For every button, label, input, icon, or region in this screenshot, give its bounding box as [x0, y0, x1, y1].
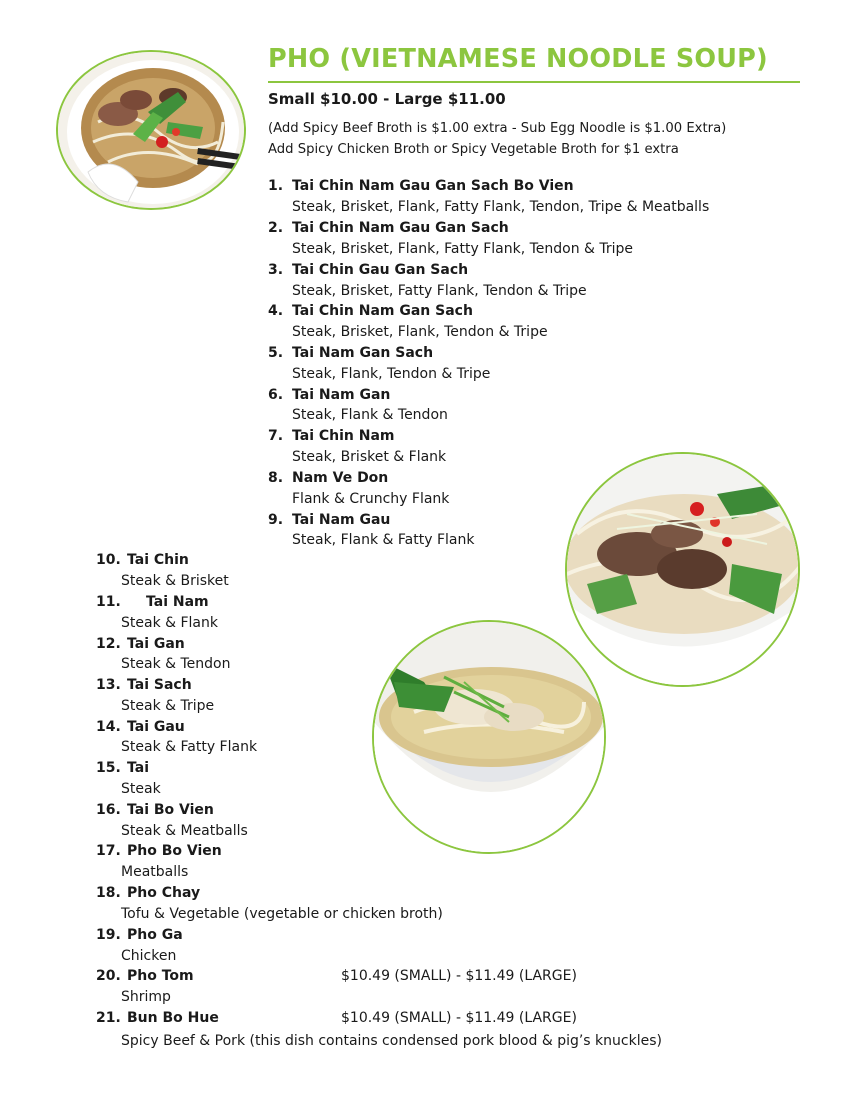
menu-item-name: 20. Pho Tom	[96, 968, 194, 984]
menu-item-desc: Steak	[121, 781, 161, 797]
menu-item-name: 7. Tai Chin Nam	[268, 428, 395, 444]
menu-item-name: 17. Pho Bo Vien	[96, 843, 222, 859]
menu-item-price: $10.49 (SMALL) - $11.49 (LARGE)	[341, 1010, 577, 1026]
chicken-pho-illustration	[374, 622, 606, 854]
menu-item-name: 5. Tai Nam Gan Sach	[268, 345, 434, 361]
menu-item-desc: Steak, Brisket, Flank, Fatty Flank, Tendon, Tripe & Meatballs	[292, 199, 710, 215]
beef-pho-photo	[565, 452, 800, 687]
menu-item-desc: Shrimp	[121, 989, 171, 1005]
chicken-pho-photo	[372, 620, 606, 854]
menu-item-name: 15. Tai	[96, 760, 149, 776]
menu-item-desc: Meatballs	[121, 864, 189, 880]
menu-item-desc: Steak, Brisket, Fatty Flank, Tendon & Tripe	[292, 283, 587, 299]
beef-pho-illustration	[567, 454, 800, 687]
menu-item-name: 10. Tai Chin	[96, 552, 189, 568]
menu-item-desc: Flank & Crunchy Flank	[292, 491, 450, 507]
menu-item-name: 12. Tai Gan	[96, 636, 185, 652]
menu-item-desc: Steak & Meatballs	[121, 823, 248, 839]
menu-item-name: 1. Tai Chin Nam Gau Gan Sach Bo Vien	[268, 178, 574, 194]
base-price: Small $10.00 - Large $11.00	[268, 90, 506, 108]
menu-item-desc: Steak, Brisket & Flank	[292, 449, 447, 465]
note-line-1: (Add Spicy Beef Broth is $1.00 extra - Sub Egg Noodle is $1.00 Extra)	[268, 121, 727, 136]
menu-item-desc: Steak, Brisket, Flank, Fatty Flank, Tendon & Tripe	[292, 241, 634, 257]
menu-item-name: 14. Tai Gau	[96, 719, 185, 735]
menu-item-name: 6. Tai Nam Gan	[268, 387, 391, 403]
note-line-2: Add Spicy Chicken Broth or Spicy Vegetable Broth for $1 extra	[268, 142, 679, 157]
menu-item-desc: Spicy Beef & Pork (this dish contains condensed pork blood & pig’s knuckles)	[121, 1033, 662, 1049]
menu-item-name: 21. Bun Bo Hue	[96, 1010, 219, 1026]
menu-item-name: 2. Tai Chin Nam Gau Gan Sach	[268, 220, 509, 236]
menu-item-desc: Steak, Flank, Tendon & Tripe	[292, 366, 491, 382]
menu-item-price: $10.49 (SMALL) - $11.49 (LARGE)	[341, 968, 577, 984]
menu-item-desc: Tofu & Vegetable (vegetable or chicken broth)	[121, 906, 443, 922]
menu-item-name: 13. Tai Sach	[96, 677, 192, 693]
title-divider	[268, 81, 800, 83]
menu-item-desc: Steak & Brisket	[121, 573, 229, 589]
page-title: PHO (VIETNAMESE NOODLE SOUP)	[268, 44, 768, 74]
menu-item-name: 9. Tai Nam Gau	[268, 512, 391, 528]
menu-item-name: 4. Tai Chin Nam Gan Sach	[268, 303, 473, 319]
menu-item-desc: Steak, Brisket, Flank, Tendon & Tripe	[292, 324, 548, 340]
menu-item-desc: Steak & Tripe	[121, 698, 215, 714]
menu-item-name: 19. Pho Ga	[96, 927, 183, 943]
menu-item-desc: Steak, Flank & Tendon	[292, 407, 448, 423]
pho-bowl-illustration	[58, 52, 246, 210]
menu-item-name: 16. Tai Bo Vien	[96, 802, 214, 818]
menu-item-name: 18. Pho Chay	[96, 885, 201, 901]
pho-bowl-photo	[56, 50, 246, 210]
menu-item-desc: Steak & Tendon	[121, 656, 231, 672]
menu-item-desc: Chicken	[121, 948, 177, 964]
menu-item-desc: Steak & Fatty Flank	[121, 739, 258, 755]
menu-item-desc: Steak, Flank & Fatty Flank	[292, 532, 475, 548]
menu-item-desc: Steak & Flank	[121, 615, 218, 631]
menu-item-name: 11. Tai Nam	[96, 594, 209, 610]
menu-item-name: 8. Nam Ve Don	[268, 470, 389, 486]
menu-item-name: 3. Tai Chin Gau Gan Sach	[268, 262, 469, 278]
